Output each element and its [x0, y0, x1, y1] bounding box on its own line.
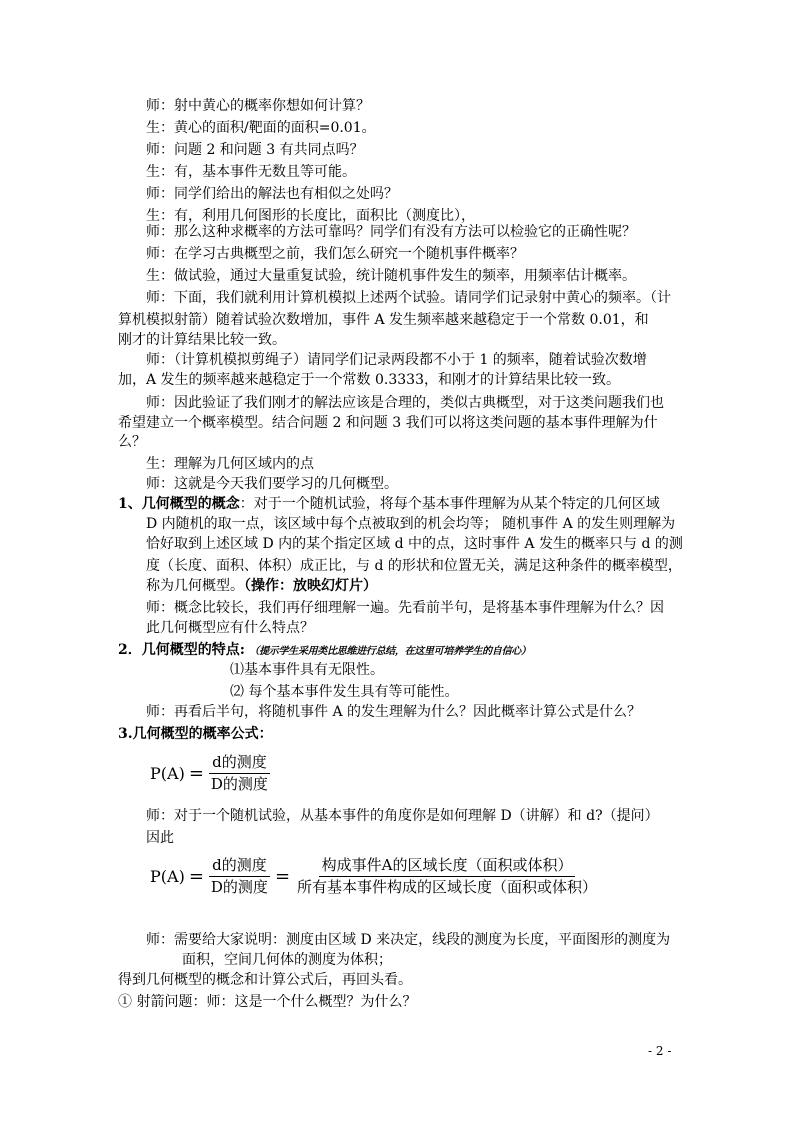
- operation-note: （操作：放映幻灯片）: [244, 578, 377, 594]
- text-line: 生：有，利用几何图形的长度比，面积比（测度比），: [146, 208, 475, 224]
- formula-equals: =: [274, 866, 291, 887]
- text-line: 因此: [146, 830, 174, 846]
- formula-denominator: 所有基本事件构成的区域长度（面积或体积）: [297, 878, 598, 896]
- formula-lhs: P(A): [150, 867, 185, 886]
- formula-fraction: [294, 856, 600, 897]
- formula-lhs: P(A): [150, 764, 185, 783]
- teaching-hint: （提示学生采用类比思维进行总结，在这里可培养学生的自信心）: [249, 646, 531, 657]
- text-line: 刚才的计算结果比较一致。: [118, 332, 286, 348]
- text-line: 生：有，基本事件无数且等可能。: [146, 164, 356, 180]
- section-title: 3.几何概型的概率公式：: [118, 726, 273, 742]
- text-line: 度（长度、面积、体积）成正比，与 d 的形状和位置无关，满足这种条件的概率模型，: [146, 558, 682, 574]
- formula-numerator: d的测度: [209, 753, 270, 774]
- text-line: 面积，空间几何体的测度为体积；: [182, 952, 392, 968]
- text-line: 师：概念比较长，我们再仔细理解一遍。先看前半句，是将基本事件理解为什么？因: [146, 600, 664, 616]
- probability-formula-expanded: [150, 856, 600, 897]
- text-line: D 内随机的取一点，该区域中每个点被取到的机会均等； 随机事件 A 的发生则理解为: [146, 516, 676, 532]
- text-line: 师：同学们给出的解法也有相似之处吗？: [146, 186, 398, 202]
- text-line: 师：在学习古典概型之前，我们怎么研究一个随机事件概率？: [146, 246, 524, 262]
- text-line: 恰好取到上述区域 D 内的某个指定区域 d 中的点，这时事件 A 发生的概率只与 d 的测: [146, 536, 683, 552]
- text-line: 师：射中黄心的概率你想如何计算？: [146, 98, 370, 114]
- formula-denominator: D的测度: [210, 878, 268, 896]
- text-line: 师：再看后半句，将随机事件 A 的发生理解为什么？因此概率计算公式是什么？: [146, 704, 642, 720]
- section-concept: [118, 494, 660, 514]
- page-number: - 2 -: [648, 1044, 672, 1058]
- text-span: 称为几何概型。: [146, 578, 244, 594]
- text-line: 生：理解为几何区域内的点: [146, 456, 314, 472]
- probability-formula: [150, 753, 271, 794]
- list-item: ⑴基本事件具有无限性。: [230, 662, 384, 678]
- text-line: 师：需要给大家说明：测度由区域 D 来决定，线段的测度为长度，平面图形的测度为: [146, 932, 671, 948]
- text-line: 算机模拟射箭）随着试验次数增加，事件 A 发生频率越来越稳定于一个常数 0.01，和: [118, 312, 649, 328]
- text-line: 师：下面，我们就利用计算机模拟上述两个试验。请同学们记录射中黄心的频率。（计: [146, 290, 671, 306]
- text-line: ① 射箭问题：师：这是一个什么概型？为什么？: [118, 994, 417, 1010]
- text-line: 生：做试验，通过大量重复试验，统计随机事件发生的频率，用频率估计概率。: [146, 268, 636, 284]
- formula-fraction: [208, 753, 271, 794]
- text-line: 师：因此验证了我们刚才的解法应该是合理的，类似古典概型，对于这类问题我们也: [146, 395, 664, 411]
- list-item: ⑵ 每个基本事件发生具有等可能性。: [230, 684, 459, 700]
- section-title: 1、几何概型的概念: [118, 496, 240, 512]
- text-line: 此几何概型应有什么特点？: [146, 620, 314, 636]
- text-line: 生：黄心的面积/靶面的面积=0.01。: [146, 120, 376, 136]
- formula-numerator: 构成事件A的区域长度（面积或体积）: [319, 856, 576, 877]
- text-span: ：对于一个随机试验，将每个基本事件理解为从某个特定的几何区域: [239, 496, 660, 512]
- text-line: 么？: [118, 434, 146, 450]
- formula-equals: =: [188, 866, 204, 887]
- section-title: 2．几何概型的特点:: [118, 642, 245, 658]
- text-line: 加，A 发生的频率越来越稳定于一个常数 0.3333，和刚才的计算结果比较一致。: [118, 372, 620, 388]
- text-line: 师：那么这种求概率的方法可靠吗？同学们有没有方法可以检验它的正确性呢？: [146, 224, 636, 240]
- text-line: 师：对于一个随机试验，从基本事件的角度你是如何理解 D（讲解）和 d?（提问）: [146, 808, 659, 824]
- formula-equals: =: [188, 763, 204, 784]
- text-line: 师：这就是今天我们要学习的几何概型。: [146, 476, 398, 492]
- text-line: 师：（计算机模拟剪绳子）请同学们记录两段都不小于 1 的频率，随着试验次数增: [146, 352, 647, 368]
- text-line: 得到几何概型的概念和计算公式后，再回头看。: [118, 972, 412, 988]
- formula-denominator: D的测度: [210, 775, 268, 793]
- formula-numerator: d的测度: [209, 856, 270, 877]
- formula-fraction: [208, 856, 271, 897]
- text-line: 希望建立一个概率模型。结合问题 2 和问题 3 我们可以将这类问题的基本事件理解为什: [118, 415, 658, 431]
- text-line: [146, 576, 377, 596]
- text-line: 师：问题 2 和问题 3 有共同点吗？: [146, 142, 364, 158]
- section-features: [118, 640, 531, 662]
